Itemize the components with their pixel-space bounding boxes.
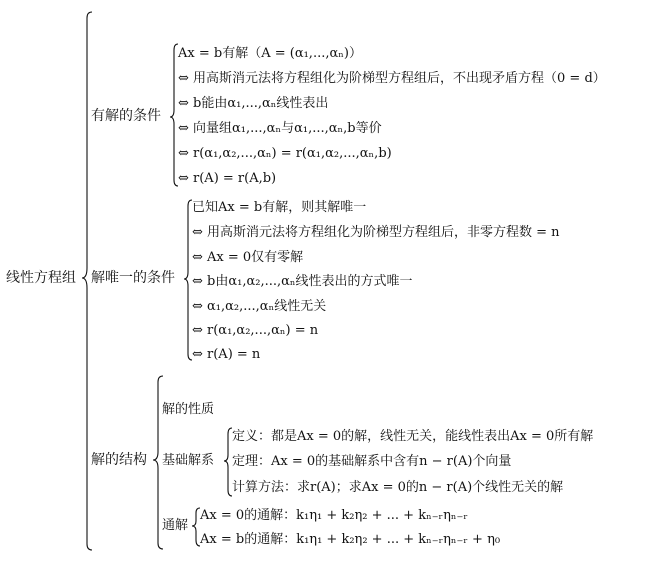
general-item-nonhomogeneous: Ax = b的通解：k₁η₁ + k₂η₂ + ... + kₙ₋ᵣηₙ₋ᵣ + η₀ (200, 532, 501, 547)
has-solution-item-2: ⇔ 用高斯消元法将方程组化为阶梯型方程组后，不出现矛盾方程（0 = d） (178, 71, 606, 86)
unique-item-1: 已知Ax = b有解，则其解唯一 (192, 200, 367, 215)
basis-item-theorem: 定理：Ax = 0的基础解系中含有n − r(A)个向量 (232, 454, 512, 469)
brace-general (192, 508, 200, 546)
has-solution-item-5: ⇔ r(α₁,α₂,...,αₙ) = r(α₁,α₂,...,αₙ,b) (178, 146, 392, 161)
has-solution-item-4: ⇔ 向量组α₁,...,αₙ与α₁,...,αₙ,b等价 (178, 121, 382, 136)
unique-item-4: ⇔ b由α₁,α₂,...,αₙ线性表出的方式唯一 (192, 274, 413, 289)
basis-item-method: 计算方法：求r(A)；求Ax = 0的n − r(A)个线性无关的解 (232, 480, 564, 495)
general-label: 通解 (162, 518, 189, 533)
unique-item-2: ⇔ 用高斯消元法将方程组化为阶梯型方程组后，非零方程数 = n (192, 225, 560, 240)
brace-basis (224, 428, 232, 496)
unique-item-5: ⇔ α₁,α₂,...,αₙ线性无关 (192, 299, 327, 314)
general-item-homogeneous: Ax = 0的通解：k₁η₁ + k₂η₂ + ... + kₙ₋ᵣηₙ₋ᵣ (200, 508, 468, 523)
has-solution-item-3: ⇔ b能由α₁,...,αₙ线性表出 (178, 96, 329, 111)
solution-property-label: 解的性质 (162, 402, 215, 417)
brace-unique (184, 200, 192, 360)
basis-label: 基础解系 (162, 453, 215, 468)
brace-has-solution (170, 44, 178, 186)
unique-item-7: ⇔ r(A) = n (192, 347, 261, 362)
basis-item-definition: 定义：都是Ax = 0的解，线性无关，能线性表出Ax = 0所有解 (232, 429, 594, 444)
root-label: 线性方程组 (6, 270, 76, 286)
has-solution-item-1: Ax = b有解（A = (α₁,...,αₙ)） (178, 46, 362, 61)
unique-item-3: ⇔ Ax = 0仅有零解 (192, 250, 304, 265)
unique-item-6: ⇔ r(α₁,α₂,...,αₙ) = n (192, 323, 319, 338)
has-solution-item-6: ⇔ r(A) = r(A,b) (178, 171, 277, 186)
branch-unique-label: 解唯一的条件 (91, 270, 175, 286)
branch-has-solution-label: 有解的条件 (91, 108, 161, 124)
branch-structure-label: 解的结构 (91, 452, 147, 468)
